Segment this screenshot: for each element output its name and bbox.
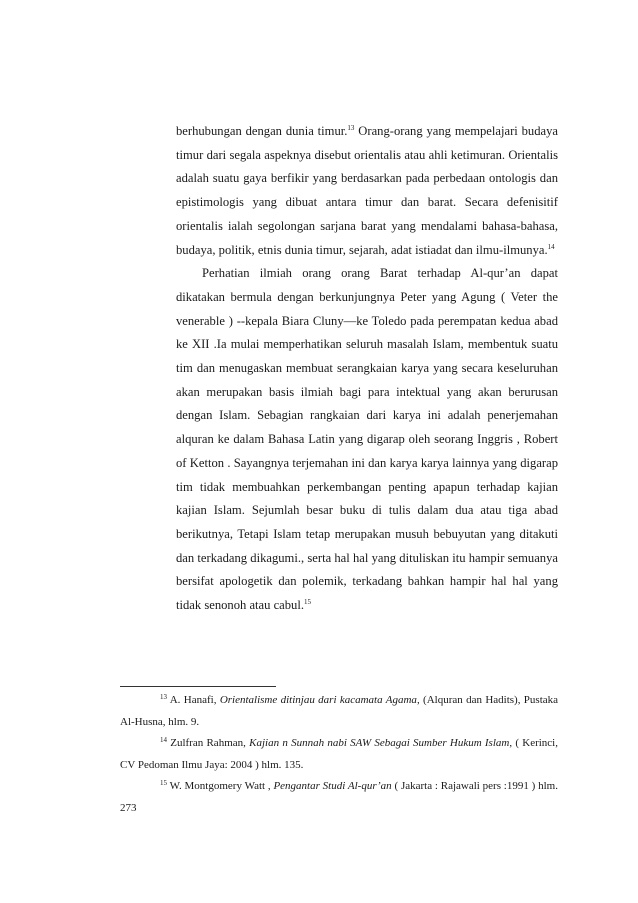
footnote-title: Pengantar Studi Al-qur’an <box>273 780 392 792</box>
footnote-pre: A. Hanafi, <box>167 694 220 706</box>
footnote-ref-15[interactable]: 15 <box>304 598 311 607</box>
paragraph-2 <box>176 262 558 618</box>
footnote-pre: Zulfran Rahman, <box>167 737 250 749</box>
paragraph-1-rest: Orang-orang yang mempelajari budaya timur dari segala aspeknya disebut orientalis atau ahli ketimuran. Orientalis adalah suatu gaya berfikir yang berdasarkan pada perbedaan ontologis dan epistimologis yang dibuat antara timur dan barat. Secara defenisitif orientalis ialah segolongan sarjana barat yang mendalami bahasa-bahasa, budaya, politik, etnis dunia timur, sejarah, adat istiadat dan ilmu-ilmunya. <box>176 124 558 257</box>
footnote-15 <box>120 776 558 819</box>
paragraph-1-first: berhubungan dengan dunia timur. <box>176 124 348 138</box>
footnote-14 <box>120 733 558 776</box>
footnote-post: , (Alquran dan Hadits), Pustaka Al-Husna, hlm. 9. <box>120 694 559 728</box>
footnote-number: 15 <box>160 779 167 787</box>
footnote-number: 14 <box>160 736 167 744</box>
paragraph-1 <box>176 120 558 262</box>
footnote-title: Orientalisme ditinjau dari kacamata Agama <box>219 694 417 706</box>
footnotes <box>120 690 558 819</box>
footnote-post: , ( Kerinci, CV Pedoman Ilmu Jaya: 2004 ) hlm. 135. <box>120 737 558 771</box>
footnote-ref-14[interactable]: 14 <box>547 242 555 251</box>
footnote-number: 13 <box>160 693 167 701</box>
footnote-separator <box>120 686 276 687</box>
footnote-pre: W. Montgomery Watt , <box>167 780 274 792</box>
footnote-ref-13[interactable]: 13 <box>347 124 355 132</box>
footnote-post: ( Jakarta : Rajawali pers :1991 ) hlm. 273 <box>120 780 558 814</box>
body-text <box>176 120 558 618</box>
footnote-title: Kajian n Sunnah nabi SAW Sebagai Sumber Hukum Islam <box>249 737 510 749</box>
paragraph-2-text: Perhatian ilmiah orang orang Barat terhadap Al-qur’an dapat dikatakan bermula dengan berkunjungnya Peter yang Agung ( Veter the venerable ) --kepala Biara Cluny—ke Toledo pada perempatan kedua abad ke XII .Ia mulai memperhatikan seluruh masalah Islam, membentuk suatu tim dan menugaskan membuat serangkaian karya yang secara keseluruhan akan merupakan basis ilmiah bagi para intektual yang akan berurusan dengan Islam. Sebagian rangkaian dari karya ini adalah penerjemahan alquran ke dalam Bahasa Latin yang digarap oleh seorang Inggris , Robert of Ketton . Sayangnya terjemahan ini dan karya karya lainnya yang digarap tim tidak membuahkan perkembangan penting apapun terhadap kajian kajian Islam. Sejumlah besar buku di tulis dalam dua atau tiga abad berikutnya, Tetapi Islam tetap merupakan musuh bebuyutan yang ditakuti dan terkadang dikagumi., serta hal hal yang dituliskan itu hampir semuanya bersifat apologetik dan polemik, terkadang bahkan hampir hal hal yang tidak senonoh atau cabul. <box>176 266 558 613</box>
footnote-13 <box>120 690 558 733</box>
